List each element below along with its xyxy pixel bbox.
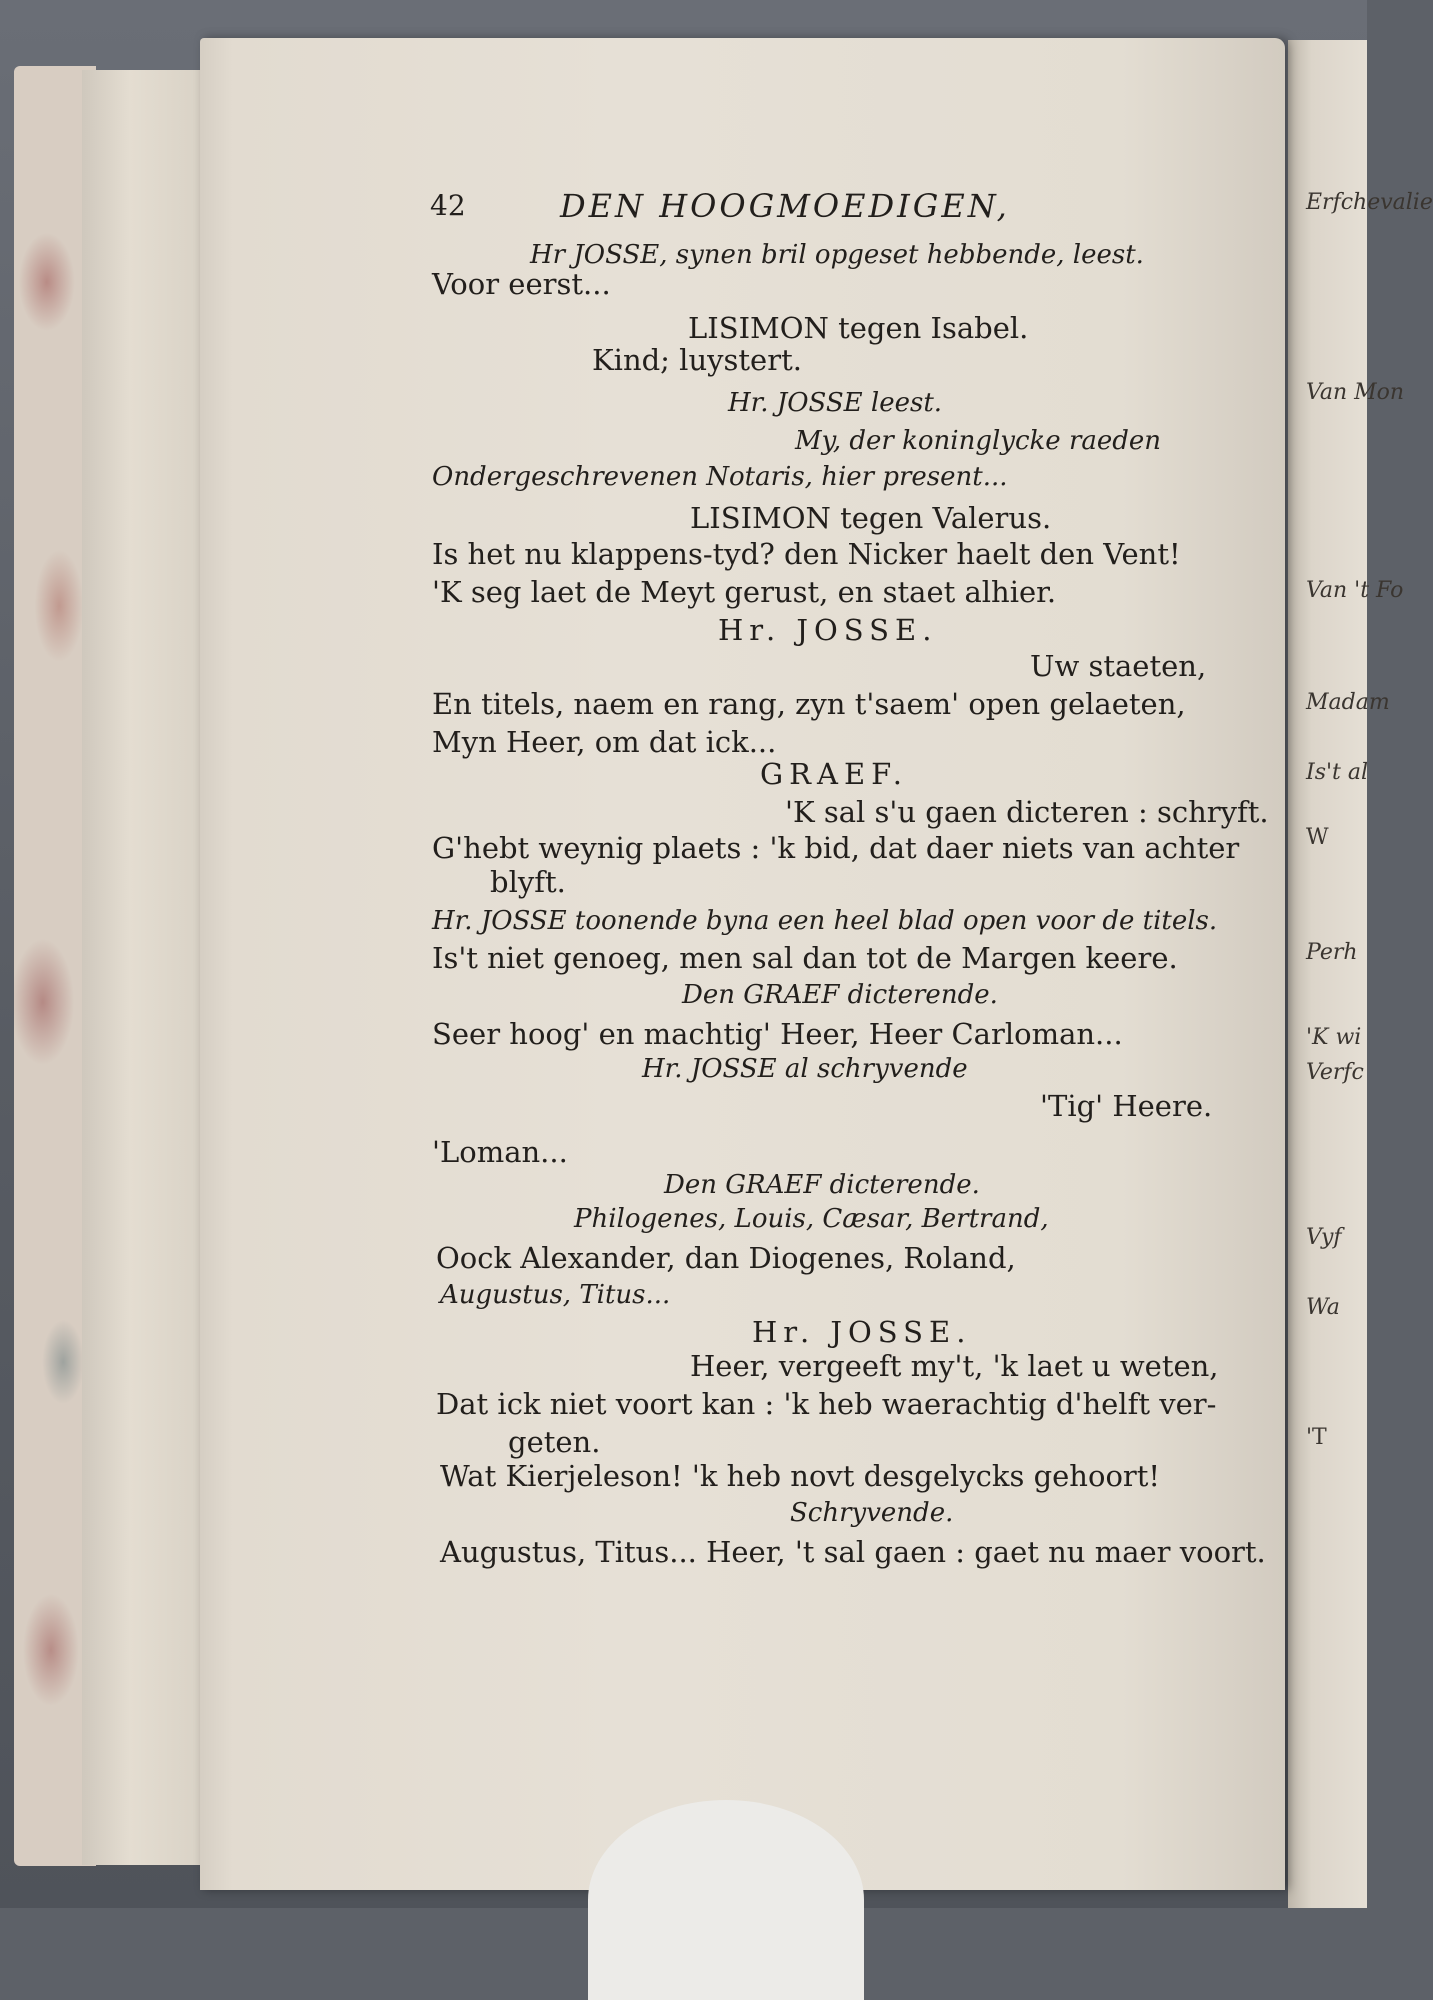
- verse-line: Is het nu klappens-tyd? den Nicker haelt den Vent!: [432, 537, 1181, 571]
- verse-line: Philogenes, Louis, Cæsar, Bertrand,: [574, 1204, 1049, 1234]
- facing-page: [1288, 40, 1433, 1908]
- facing-line: Vyf: [1306, 1225, 1342, 1250]
- facing-line: W: [1306, 825, 1329, 850]
- verse-line: Seer hoog' en machtig' Heer, Heer Carloman...: [432, 1017, 1123, 1051]
- verse-line: Voor eerst...: [432, 267, 611, 301]
- speaker-heading: Den GRAEF dicterende.: [664, 1170, 980, 1200]
- stage-direction: Hr JOSSE, synen bril opgeset hebbende, leest.: [530, 240, 1144, 270]
- facing-line: Wa: [1306, 1295, 1340, 1320]
- facing-line: Van 't Fo: [1306, 578, 1404, 603]
- page-edges: [82, 70, 202, 1865]
- facing-line: Perh: [1306, 940, 1358, 965]
- verse-line: 'K seg laet de Meyt gerust, en staet alhier.: [432, 575, 1057, 609]
- facing-line: Van Mon: [1306, 380, 1405, 405]
- speaker-heading: Hr. JOSSE leest.: [728, 388, 943, 418]
- speaker-heading: GRAEF.: [760, 757, 908, 791]
- verse-line: Is't niet genoeg, men sal dan tot de Margen keere.: [432, 941, 1178, 975]
- page-number: 42: [430, 189, 466, 222]
- verse-line: Augustus, Titus...: [440, 1280, 671, 1310]
- verse-line: 'Tig' Heere.: [1040, 1089, 1213, 1123]
- verse-line: 'Loman...: [432, 1135, 568, 1169]
- verse-line: Heer, vergeeft my't, 'k laet u weten,: [690, 1349, 1219, 1383]
- verse-line: En titels, naem en rang, zyn t'saem' open gelaeten,: [432, 687, 1186, 721]
- facing-line: 'T: [1306, 1425, 1327, 1450]
- facing-line: Erfchevalie: [1306, 190, 1433, 215]
- verse-line: geten.: [508, 1425, 601, 1459]
- stage-direction: Hr. JOSSE toonende byna een heel blad open voor de titels.: [432, 906, 1218, 936]
- speaker-heading: LISIMON tegen Valerus.: [690, 501, 1052, 535]
- verse-line: Kind; luystert.: [592, 343, 802, 377]
- verse-line: My, der koninglycke raeden: [795, 426, 1162, 456]
- facing-line: Verfc: [1306, 1060, 1364, 1085]
- facing-line: Is't al: [1306, 760, 1369, 785]
- facing-line: Madam: [1306, 690, 1390, 715]
- speaker-heading: Hr. JOSSE al schryvende: [642, 1054, 968, 1084]
- verse-line: Oock Alexander, dan Diogenes, Roland,: [436, 1241, 1016, 1275]
- verse-line: Uw staeten,: [1030, 649, 1207, 683]
- verse-line: Dat ick niet voort kan : 'k heb waerachtig d'helft ver-: [436, 1387, 1217, 1421]
- verse-line: 'K sal s'u gaen dicteren : schryft.: [785, 795, 1269, 829]
- speaker-heading: LISIMON tegen Isabel.: [688, 311, 1029, 345]
- stage-direction: Schryvende.: [790, 1498, 954, 1528]
- facing-line: 'K wi: [1306, 1025, 1362, 1050]
- verse-line: Ondergeschrevenen Notaris, hier present...: [432, 462, 1008, 492]
- running-head: DEN HOOGMOEDIGEN,: [560, 187, 1010, 225]
- verse-line: Myn Heer, om dat ick...: [432, 725, 777, 759]
- verse-line: blyft.: [490, 865, 566, 899]
- page-cutout: [588, 1800, 864, 2000]
- verse-line: G'hebt weynig plaets : 'k bid, dat daer niets van achter: [432, 831, 1240, 865]
- verse-line: Augustus, Titus... Heer, 't sal gaen : gaet nu maer voort.: [440, 1535, 1266, 1569]
- speaker-heading: Hr. JOSSE.: [752, 1315, 972, 1349]
- speaker-heading: Den GRAEF dicterende.: [682, 980, 998, 1010]
- verse-line: Wat Kierjeleson! 'k heb novt desgelycks gehoort!: [440, 1459, 1161, 1493]
- speaker-heading: Hr. JOSSE.: [718, 613, 938, 647]
